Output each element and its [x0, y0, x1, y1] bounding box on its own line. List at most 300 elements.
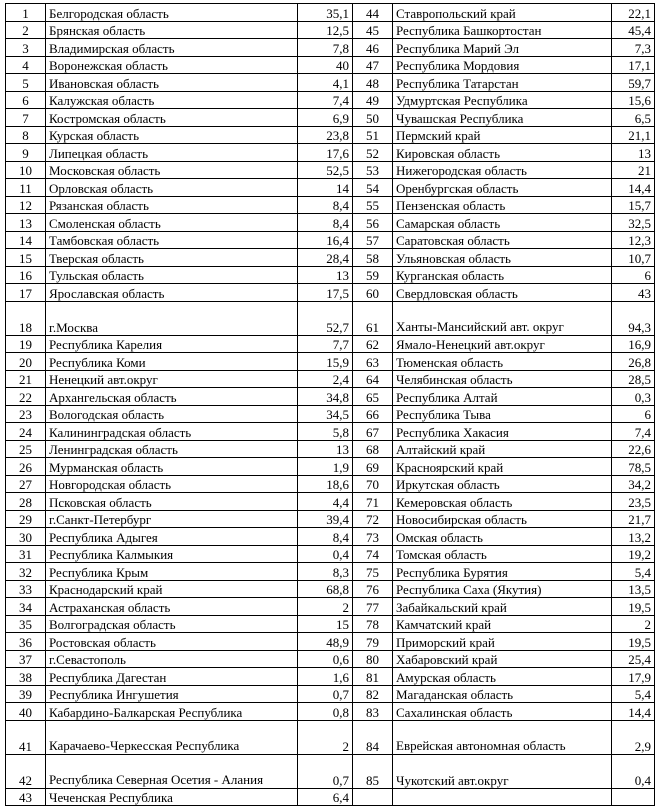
left-row-number: 5 [6, 74, 46, 92]
left-region-value: 34,8 [298, 388, 353, 406]
table-row [6, 685, 655, 703]
right-region-name: Республика Татарстан [393, 74, 612, 92]
left-row-number: 29 [6, 510, 46, 528]
table-row [6, 493, 655, 511]
right-region-value: 25,4 [612, 650, 655, 668]
left-row-number: 13 [6, 214, 46, 232]
right-row-number: 63 [353, 353, 393, 371]
left-row-number: 10 [6, 161, 46, 179]
right-row-number: 52 [353, 144, 393, 162]
left-row-number: 15 [6, 249, 46, 267]
table-row [6, 510, 655, 528]
left-region-name: Рязанская область [46, 196, 298, 214]
left-region-name: Республика Калмыкия [46, 545, 298, 563]
left-row-number: 1 [6, 4, 46, 22]
left-region-name: г.Севастополь [46, 650, 298, 668]
right-region-name: Свердловская область [393, 284, 612, 302]
left-region-name: Ленинградская область [46, 440, 298, 458]
right-region-name: Омская область [393, 528, 612, 546]
right-row-number: 66 [353, 405, 393, 423]
right-region-value: 22,1 [612, 4, 655, 22]
right-region-name: Ямало-Ненецкий авт.округ [393, 335, 612, 353]
right-region-value: 7,3 [612, 39, 655, 57]
right-region-value: 21 [612, 161, 655, 179]
left-row-number: 31 [6, 545, 46, 563]
left-row-number: 36 [6, 633, 46, 651]
right-region-name [393, 788, 612, 806]
left-row-number: 24 [6, 423, 46, 441]
right-region-value [612, 788, 655, 806]
left-region-name: Калининградская область [46, 423, 298, 441]
right-region-name: Иркутская область [393, 475, 612, 493]
left-row-number: 33 [6, 580, 46, 598]
right-row-number: 46 [353, 39, 393, 57]
right-row-number: 71 [353, 493, 393, 511]
right-region-name: Приморский край [393, 633, 612, 651]
left-region-value: 16,4 [298, 231, 353, 249]
left-row-number: 39 [6, 685, 46, 703]
right-region-name: Оренбургская область [393, 179, 612, 197]
left-region-name: Республика Дагестан [46, 668, 298, 686]
right-row-number: 50 [353, 109, 393, 127]
right-region-name: Республика Бурятия [393, 563, 612, 581]
left-region-name: Республика Крым [46, 563, 298, 581]
right-region-name: Тюменская область [393, 353, 612, 371]
left-region-name: Владимирская область [46, 39, 298, 57]
table-row [6, 21, 655, 39]
right-region-name: Красноярский край [393, 458, 612, 476]
right-row-number: 45 [353, 21, 393, 39]
right-region-value: 45,4 [612, 21, 655, 39]
right-row-number: 75 [353, 563, 393, 581]
left-row-number: 8 [6, 126, 46, 144]
left-region-value: 1,9 [298, 458, 353, 476]
table-row [6, 4, 655, 22]
right-region-name: Республика Хакасия [393, 423, 612, 441]
right-row-number: 80 [353, 650, 393, 668]
left-region-value: 15 [298, 615, 353, 633]
right-region-name: Забайкальский край [393, 598, 612, 616]
table-row [6, 370, 655, 388]
left-region-value: 17,6 [298, 144, 353, 162]
right-region-value: 5,4 [612, 563, 655, 581]
right-region-name: Республика Тыва [393, 405, 612, 423]
right-region-value: 12,3 [612, 231, 655, 249]
left-region-name: Астраханская область [46, 598, 298, 616]
left-region-value: 39,4 [298, 510, 353, 528]
right-region-value: 2 [612, 615, 655, 633]
left-region-name: Курская область [46, 126, 298, 144]
left-region-value: 4,4 [298, 493, 353, 511]
right-row-number: 61 [353, 301, 393, 335]
left-row-number: 43 [6, 788, 46, 806]
left-region-name: Республика Коми [46, 353, 298, 371]
left-region-value: 0,4 [298, 545, 353, 563]
left-region-name: Республика Карелия [46, 335, 298, 353]
left-region-name: Вологодская область [46, 405, 298, 423]
left-region-name: Кабардино-Балкарская Республика [46, 703, 298, 721]
right-region-name: Удмуртская Республика [393, 91, 612, 109]
left-region-value: 15,9 [298, 353, 353, 371]
left-region-value: 52,7 [298, 301, 353, 335]
right-region-name: Кировская область [393, 144, 612, 162]
right-region-value: 19,5 [612, 598, 655, 616]
right-row-number: 82 [353, 685, 393, 703]
right-region-value: 15,7 [612, 196, 655, 214]
right-region-value: 14,4 [612, 703, 655, 721]
left-row-number: 19 [6, 335, 46, 353]
table-row [6, 144, 655, 162]
right-row-number: 48 [353, 74, 393, 92]
right-row-number: 68 [353, 440, 393, 458]
left-region-name: Мурманская область [46, 458, 298, 476]
table-row [6, 440, 655, 458]
right-row-number [353, 788, 393, 806]
right-row-number: 53 [353, 161, 393, 179]
table-row [6, 405, 655, 423]
left-region-name: Новгородская область [46, 475, 298, 493]
right-region-value: 17,1 [612, 56, 655, 74]
right-row-number: 74 [353, 545, 393, 563]
right-row-number: 49 [353, 91, 393, 109]
right-region-value: 23,5 [612, 493, 655, 511]
left-row-number: 12 [6, 196, 46, 214]
right-row-number: 78 [353, 615, 393, 633]
right-region-value: 94,3 [612, 301, 655, 335]
right-row-number: 73 [353, 528, 393, 546]
table-row [6, 668, 655, 686]
right-region-value: 2,9 [612, 720, 655, 754]
left-region-value: 68,8 [298, 580, 353, 598]
left-row-number: 17 [6, 284, 46, 302]
right-region-name: Ханты-Мансийский авт. округ [393, 301, 612, 335]
regions-table [5, 3, 655, 806]
left-region-name: Карачаево-Черкесская Республика [46, 720, 298, 754]
left-row-number: 21 [6, 370, 46, 388]
right-region-value: 28,5 [612, 370, 655, 388]
right-row-number: 57 [353, 231, 393, 249]
right-region-value: 34,2 [612, 475, 655, 493]
left-region-name: г.Санкт-Петербург [46, 510, 298, 528]
left-region-value: 52,5 [298, 161, 353, 179]
right-region-name: Магаданская область [393, 685, 612, 703]
table-row [6, 423, 655, 441]
table-row [6, 545, 655, 563]
right-row-number: 60 [353, 284, 393, 302]
right-row-number: 77 [353, 598, 393, 616]
left-row-number: 42 [6, 754, 46, 788]
table-row [6, 475, 655, 493]
right-region-name: Ульяновская область [393, 249, 612, 267]
left-row-number: 23 [6, 405, 46, 423]
left-row-number: 30 [6, 528, 46, 546]
right-region-name: Амурская область [393, 668, 612, 686]
right-row-number: 81 [353, 668, 393, 686]
right-region-value: 7,4 [612, 423, 655, 441]
right-region-value: 0,3 [612, 388, 655, 406]
right-region-name: Еврейская автономная область [393, 720, 612, 754]
right-region-name: Республика Башкортостан [393, 21, 612, 39]
left-region-name: Ярославская область [46, 284, 298, 302]
right-region-value: 59,7 [612, 74, 655, 92]
left-region-name: Липецкая область [46, 144, 298, 162]
right-row-number: 83 [353, 703, 393, 721]
right-region-name: Курганская область [393, 266, 612, 284]
table-body [6, 4, 655, 806]
right-region-value: 10,7 [612, 249, 655, 267]
left-region-value: 14 [298, 179, 353, 197]
left-row-number: 11 [6, 179, 46, 197]
right-row-number: 56 [353, 214, 393, 232]
left-region-name: Волгоградская область [46, 615, 298, 633]
left-row-number: 22 [6, 388, 46, 406]
left-row-number: 6 [6, 91, 46, 109]
left-region-value: 2,4 [298, 370, 353, 388]
right-row-number: 79 [353, 633, 393, 651]
right-region-value: 13,5 [612, 580, 655, 598]
left-region-value: 2 [298, 598, 353, 616]
right-region-value: 78,5 [612, 458, 655, 476]
right-region-value: 15,6 [612, 91, 655, 109]
right-region-value: 21,7 [612, 510, 655, 528]
left-region-name: Брянская область [46, 21, 298, 39]
table-row [6, 56, 655, 74]
right-row-number: 72 [353, 510, 393, 528]
table-row [6, 214, 655, 232]
right-region-name: Ставропольский край [393, 4, 612, 22]
left-region-value: 7,4 [298, 91, 353, 109]
left-row-number: 32 [6, 563, 46, 581]
left-region-value: 23,8 [298, 126, 353, 144]
right-region-value: 13 [612, 144, 655, 162]
left-row-number: 38 [6, 668, 46, 686]
left-region-name: Белгородская область [46, 4, 298, 22]
left-region-name: Ростовская область [46, 633, 298, 651]
right-region-value: 0,4 [612, 754, 655, 788]
left-row-number: 9 [6, 144, 46, 162]
left-row-number: 18 [6, 301, 46, 335]
table-row [6, 650, 655, 668]
left-row-number: 14 [6, 231, 46, 249]
table-row [6, 161, 655, 179]
right-region-value: 6,5 [612, 109, 655, 127]
table-row [6, 335, 655, 353]
table-row [6, 109, 655, 127]
left-row-number: 25 [6, 440, 46, 458]
left-row-number: 28 [6, 493, 46, 511]
left-region-name: Республика Ингушетия [46, 685, 298, 703]
left-row-number: 37 [6, 650, 46, 668]
left-region-name: Республика Адыгея [46, 528, 298, 546]
table-row [6, 74, 655, 92]
table-row [6, 301, 655, 335]
left-region-value: 13 [298, 440, 353, 458]
left-region-value: 0,6 [298, 650, 353, 668]
left-region-value: 7,7 [298, 335, 353, 353]
right-region-name: Хабаровский край [393, 650, 612, 668]
right-row-number: 76 [353, 580, 393, 598]
right-region-value: 13,2 [612, 528, 655, 546]
right-region-value: 21,1 [612, 126, 655, 144]
right-row-number: 59 [353, 266, 393, 284]
table-row [6, 284, 655, 302]
left-row-number: 3 [6, 39, 46, 57]
left-row-number: 40 [6, 703, 46, 721]
left-row-number: 34 [6, 598, 46, 616]
left-row-number: 4 [6, 56, 46, 74]
left-region-name: г.Москва [46, 301, 298, 335]
table-row [6, 720, 655, 754]
right-row-number: 70 [353, 475, 393, 493]
left-region-value: 17,5 [298, 284, 353, 302]
left-row-number: 2 [6, 21, 46, 39]
right-region-name: Камчатский край [393, 615, 612, 633]
left-region-name: Чеченская Республика [46, 788, 298, 806]
right-region-name: Челябинская область [393, 370, 612, 388]
right-region-name: Пензенская область [393, 196, 612, 214]
right-region-value: 19,2 [612, 545, 655, 563]
left-row-number: 16 [6, 266, 46, 284]
table-row [6, 39, 655, 57]
left-region-name: Московская область [46, 161, 298, 179]
left-row-number: 41 [6, 720, 46, 754]
left-region-name: Ивановская область [46, 74, 298, 92]
right-region-name: Республика Марий Эл [393, 39, 612, 57]
left-region-name: Смоленская область [46, 214, 298, 232]
table-row [6, 615, 655, 633]
right-row-number: 65 [353, 388, 393, 406]
left-region-name: Краснодарский край [46, 580, 298, 598]
right-region-name: Новосибирская область [393, 510, 612, 528]
right-region-name: Чувашская Республика [393, 109, 612, 127]
right-region-value: 5,4 [612, 685, 655, 703]
left-region-name: Республика Северная Осетия - Алания [46, 754, 298, 788]
right-region-name: Алтайский край [393, 440, 612, 458]
right-region-name: Саратовская область [393, 231, 612, 249]
left-region-value: 0,7 [298, 685, 353, 703]
right-region-name: Томская область [393, 545, 612, 563]
table-row [6, 633, 655, 651]
left-region-value: 0,8 [298, 703, 353, 721]
left-region-value: 1,6 [298, 668, 353, 686]
left-region-value: 34,5 [298, 405, 353, 423]
table-row [6, 179, 655, 197]
right-row-number: 51 [353, 126, 393, 144]
left-region-name: Псковская область [46, 493, 298, 511]
right-row-number: 64 [353, 370, 393, 388]
table-row [6, 580, 655, 598]
left-row-number: 7 [6, 109, 46, 127]
right-region-name: Республика Мордовия [393, 56, 612, 74]
left-region-name: Тверская область [46, 249, 298, 267]
right-row-number: 84 [353, 720, 393, 754]
left-row-number: 27 [6, 475, 46, 493]
right-region-value: 6 [612, 266, 655, 284]
right-region-name: Республика Саха (Якутия) [393, 580, 612, 598]
left-region-name: Орловская область [46, 179, 298, 197]
right-row-number: 62 [353, 335, 393, 353]
right-region-name: Сахалинская область [393, 703, 612, 721]
right-row-number: 69 [353, 458, 393, 476]
table-row [6, 563, 655, 581]
table-row [6, 788, 655, 806]
left-region-name: Тульская область [46, 266, 298, 284]
left-region-name: Костромская область [46, 109, 298, 127]
table-row [6, 598, 655, 616]
table-row [6, 458, 655, 476]
left-region-value: 5,8 [298, 423, 353, 441]
right-region-value: 26,8 [612, 353, 655, 371]
left-row-number: 20 [6, 353, 46, 371]
left-region-value: 7,8 [298, 39, 353, 57]
right-row-number: 44 [353, 4, 393, 22]
table-row [6, 126, 655, 144]
right-region-value: 16,9 [612, 335, 655, 353]
left-region-value: 13 [298, 266, 353, 284]
left-region-value: 18,6 [298, 475, 353, 493]
right-region-name: Республика Алтай [393, 388, 612, 406]
left-region-name: Калужская область [46, 91, 298, 109]
table-row [6, 231, 655, 249]
left-region-value: 4,1 [298, 74, 353, 92]
right-region-value: 6 [612, 405, 655, 423]
left-region-name: Воронежская область [46, 56, 298, 74]
left-region-value: 8,4 [298, 528, 353, 546]
right-region-value: 19,5 [612, 633, 655, 651]
left-region-value: 40 [298, 56, 353, 74]
right-row-number: 54 [353, 179, 393, 197]
right-region-value: 22,6 [612, 440, 655, 458]
left-region-name: Архангельская область [46, 388, 298, 406]
left-row-number: 35 [6, 615, 46, 633]
right-region-name: Чукотский авт.округ [393, 754, 612, 788]
right-row-number: 67 [353, 423, 393, 441]
right-region-name: Кемеровская область [393, 493, 612, 511]
left-region-value: 8,4 [298, 214, 353, 232]
table-row [6, 266, 655, 284]
left-region-value: 35,1 [298, 4, 353, 22]
left-region-name: Ненецкий авт.округ [46, 370, 298, 388]
table-row [6, 91, 655, 109]
left-region-name: Тамбовская область [46, 231, 298, 249]
right-row-number: 58 [353, 249, 393, 267]
table-row [6, 703, 655, 721]
left-region-value: 8,3 [298, 563, 353, 581]
table-row [6, 388, 655, 406]
left-region-value: 6,4 [298, 788, 353, 806]
right-region-name: Самарская область [393, 214, 612, 232]
table-row [6, 249, 655, 267]
right-row-number: 55 [353, 196, 393, 214]
left-region-value: 48,9 [298, 633, 353, 651]
right-region-value: 14,4 [612, 179, 655, 197]
table-row [6, 196, 655, 214]
right-row-number: 85 [353, 754, 393, 788]
right-region-value: 32,5 [612, 214, 655, 232]
right-region-value: 43 [612, 284, 655, 302]
left-region-value: 0,7 [298, 754, 353, 788]
left-region-value: 8,4 [298, 196, 353, 214]
left-region-value: 2 [298, 720, 353, 754]
left-row-number: 26 [6, 458, 46, 476]
right-region-name: Пермский край [393, 126, 612, 144]
left-region-value: 12,5 [298, 21, 353, 39]
left-region-value: 28,4 [298, 249, 353, 267]
table-row [6, 353, 655, 371]
table-row [6, 528, 655, 546]
table-row [6, 754, 655, 788]
left-region-value: 6,9 [298, 109, 353, 127]
